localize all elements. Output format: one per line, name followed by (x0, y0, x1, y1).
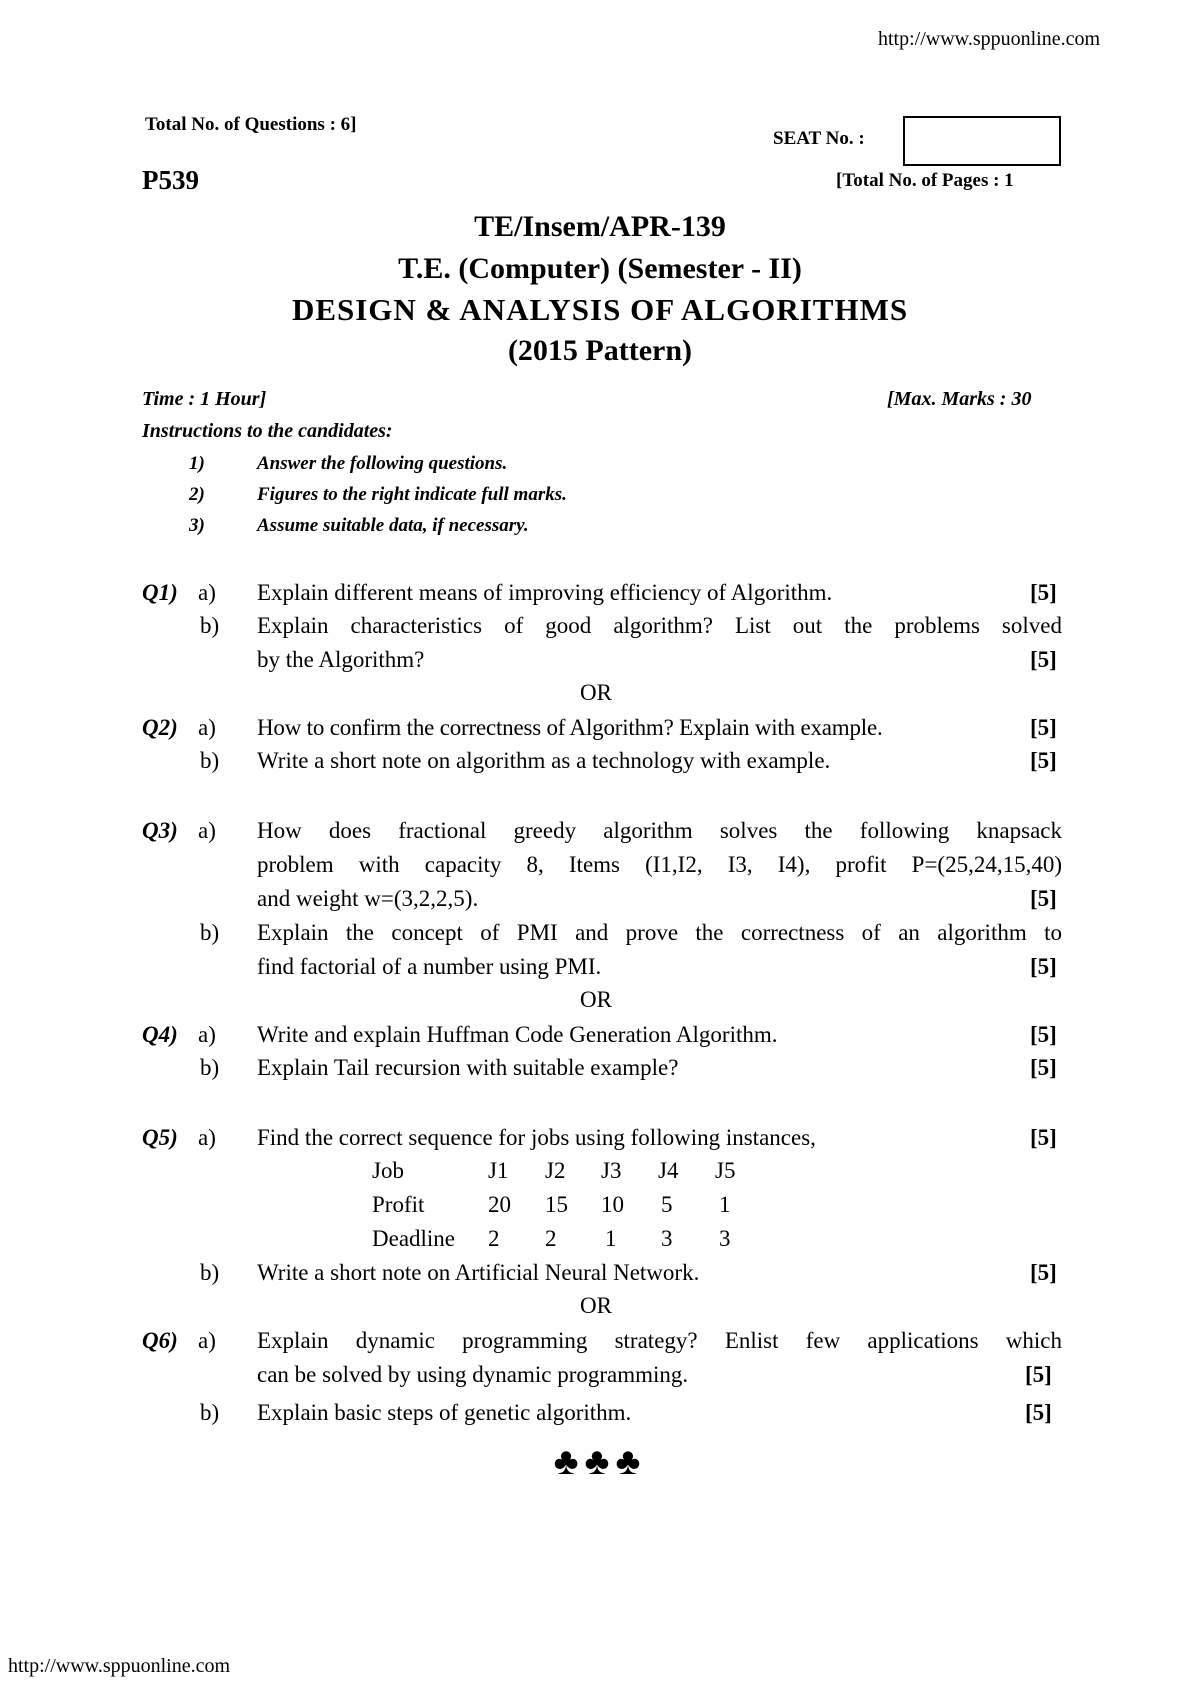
table-cell: J1 (488, 1158, 509, 1183)
sub-label: b) (200, 920, 220, 945)
pattern-title: (2015 Pattern) (507, 334, 693, 367)
question-text: Explain dynamic programming strategy? Enlist few applications which (257, 1328, 1062, 1353)
marks-label: [5] (1030, 647, 1057, 672)
marks-label: [5] (1030, 886, 1057, 911)
marks-label: [5] (1030, 1022, 1057, 1047)
sub-label: a) (198, 818, 216, 843)
table-cell: 3 (719, 1226, 731, 1251)
max-marks: [Max. Marks : 30 (887, 388, 1032, 410)
question-text: Explain different means of improving efficiency of Algorithm. (257, 580, 833, 605)
sub-label: b) (200, 748, 220, 773)
source-url-top[interactable]: http://www.sppuonline.com (878, 28, 1101, 50)
total-questions: Total No. of Questions : 6] (145, 114, 357, 135)
marks-label: [5] (1025, 1362, 1052, 1387)
marks-label: [5] (1025, 1400, 1052, 1425)
table-cell: Deadline (372, 1226, 456, 1251)
instruction-number: 2) (189, 484, 205, 505)
or-separator: OR (580, 1293, 612, 1318)
exam-code-title: TE/Insem/APR-139 (474, 210, 726, 243)
sub-label: a) (198, 580, 216, 605)
table-cell: 2 (488, 1226, 500, 1251)
source-url-bottom[interactable]: http://www.sppuonline.com (8, 1655, 231, 1677)
question-label-q4: Q4) (142, 1022, 178, 1047)
question-text: Write a short note on Artificial Neural Network. (257, 1260, 700, 1285)
table-cell: 1 (605, 1226, 617, 1251)
marks-label: [5] (1030, 715, 1057, 740)
question-label-q6: Q6) (142, 1328, 178, 1353)
instruction-text: Figures to the right indicate full marks. (257, 484, 567, 505)
total-pages: [Total No. of Pages : 1 (836, 170, 1014, 191)
question-label-q3: Q3) (142, 818, 178, 843)
marks-label: [5] (1030, 1125, 1057, 1150)
marks-label: [5] (1030, 1260, 1057, 1285)
marks-label: [5] (1030, 954, 1057, 979)
or-separator: OR (580, 987, 612, 1012)
table-cell: Profit (372, 1192, 425, 1217)
question-text: How does fractional greedy algorithm solves the following knapsack (257, 818, 1062, 843)
table-cell: Job (372, 1158, 404, 1183)
question-text: Explain Tail recursion with suitable example? (257, 1055, 679, 1080)
seat-number-box (903, 116, 1061, 166)
question-text: can be solved by using dynamic programming. (257, 1362, 689, 1387)
sub-label: b) (200, 1055, 220, 1080)
sub-label: b) (200, 613, 220, 638)
table-cell: 2 (545, 1226, 557, 1251)
seat-number-label: SEAT No. : (773, 128, 865, 149)
question-text: problem with capacity 8, Items (I1,I2, I3, I4), profit P=(25,24,15,40) (257, 852, 1062, 877)
question-label-q1: Q1) (142, 580, 178, 605)
marks-label: [5] (1030, 748, 1057, 773)
sub-label: a) (198, 1125, 216, 1150)
instructions-heading: Instructions to the candidates: (142, 420, 393, 442)
question-text: Write and explain Huffman Code Generation Algorithm. (257, 1022, 778, 1047)
question-text: Explain characteristics of good algorithm? List out the problems solved (257, 613, 1062, 638)
sub-label: a) (198, 715, 216, 740)
course-title: T.E. (Computer) (Semester - II) (398, 252, 802, 285)
question-text: Find the correct sequence for jobs using following instances, (257, 1125, 816, 1150)
question-text: Explain basic steps of genetic algorithm. (257, 1400, 632, 1425)
table-cell: 20 (488, 1192, 511, 1217)
table-cell: 15 (545, 1192, 568, 1217)
question-text: find factorial of a number using PMI. (257, 954, 602, 979)
paper-code: P539 (142, 165, 199, 195)
sub-label: a) (198, 1328, 216, 1353)
instruction-number: 3) (189, 515, 205, 536)
question-text: Write a short note on algorithm as a technology with example. (257, 748, 831, 773)
table-cell: J5 (715, 1158, 736, 1183)
sub-label: a) (198, 1022, 216, 1047)
table-cell: J4 (658, 1158, 679, 1183)
question-text: Explain the concept of PMI and prove the correctness of an algorithm to (257, 920, 1062, 945)
table-cell: 10 (601, 1192, 624, 1217)
instruction-number: 1) (189, 453, 205, 474)
question-label-q5: Q5) (142, 1125, 178, 1150)
sub-label: b) (200, 1400, 220, 1425)
question-label-q2: Q2) (142, 715, 178, 740)
marks-label: [5] (1030, 1055, 1057, 1080)
table-cell: 3 (661, 1226, 673, 1251)
subject-title: DESIGN & ANALYSIS OF ALGORITHMS (291, 292, 909, 327)
exam-time: Time : 1 Hour] (142, 388, 267, 410)
instruction-text: Assume suitable data, if necessary. (257, 515, 529, 536)
instruction-text: Answer the following questions. (257, 453, 508, 474)
table-cell: 5 (661, 1192, 673, 1217)
question-text: and weight w=(3,2,2,5). (257, 886, 479, 911)
question-text: How to confirm the correctness of Algorithm? Explain with example. (257, 715, 883, 740)
sub-label: b) (200, 1260, 220, 1285)
marks-label: [5] (1030, 580, 1057, 605)
table-cell: J3 (601, 1158, 622, 1183)
question-text: by the Algorithm? (257, 647, 425, 672)
or-separator: OR (580, 680, 612, 705)
clubs-ornament: ♣♣♣ (553, 1441, 647, 1483)
table-cell: J2 (545, 1158, 566, 1183)
table-cell: 1 (719, 1192, 731, 1217)
